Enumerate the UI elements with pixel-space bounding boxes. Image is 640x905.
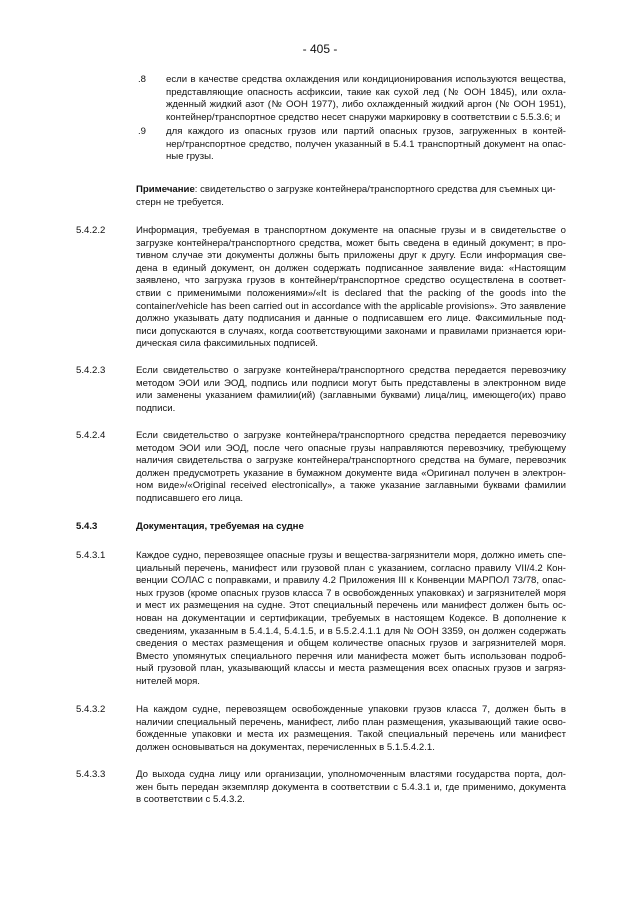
text-line: если в качестве средства охлаждения или кондиционирования используются вещества, xyxy=(166,74,566,85)
section-heading: Документация, требуемая на судне xyxy=(136,521,304,532)
text-line: подписи. xyxy=(136,402,176,414)
text-line: заявлено, что загрузка грузов в контейнер/транспортное средство осуществлена в соответ- xyxy=(136,275,566,287)
section-number: 5.4.3 xyxy=(76,521,98,532)
text-line: божденные упаковки и места их размещения. Такой специальный перечень или манифест xyxy=(136,729,566,741)
text-line: нителей моря. xyxy=(136,675,200,687)
text-line: ные грузы. xyxy=(166,151,214,163)
list-item-text xyxy=(166,126,566,164)
note-text: : свидетельство о загрузке контейнера/транспортного средства для съемных ци- xyxy=(194,184,556,195)
section-number: 5.4.3.3 xyxy=(76,769,106,780)
section-text xyxy=(136,365,566,415)
text-line: До выхода судна лицу или организации, уполномоченным властями государства порта, дол- xyxy=(136,769,566,780)
text-line: методом ЭОИ или ЭОД, после чего опасные грузы направляются перевозчику, требующему xyxy=(136,442,566,454)
note-label: Примечание xyxy=(136,184,195,195)
text-line: ном виде»/«Original received electronically», а также указание заглавными буквами фамилии xyxy=(136,480,566,492)
text-line: нер/транспортное средство, получен указанный в 5.4.1 транспортный документ на опас- xyxy=(166,138,566,150)
list-item-number: .8 xyxy=(138,74,147,85)
section-text xyxy=(136,430,566,506)
section-text xyxy=(136,225,566,351)
text-line: циальный перечень, манифест или грузовой план с указанием, согласно правилу VII/4.2 Кон- xyxy=(136,562,566,574)
list-item-number: .9 xyxy=(138,126,147,137)
text-line: должно указывать дату подписания и данные о подписавшем его лице. Факсимильные под- xyxy=(136,313,566,325)
text-line: в соответствии с 5.4.3.2. xyxy=(136,794,245,806)
text-line: Если свидетельство о загрузке контейнера/транспортного средства передается перевозчику xyxy=(136,430,566,441)
section-number: 5.4.3.2 xyxy=(76,704,106,715)
text-line: методом ЭОИ или ЭОД, подпись или подписи могут быть представлены в электронном виде xyxy=(136,377,566,389)
list-item-text xyxy=(166,74,566,124)
section-number: 5.4.2.3 xyxy=(76,365,106,376)
text-line: или заменены указанием фамилии(ий) (заглавными буквами) лица/лиц, имеющего(их) право xyxy=(136,390,566,402)
section-text xyxy=(136,769,566,807)
text-line: должен предусмотреть указание в бумажном документе вида «Оригинал получен в электрон- xyxy=(136,467,566,479)
text-line: container/vehicle has been carried out in accordance with the applicable provisions». Это заявление xyxy=(136,300,566,312)
text-line: ствии с применимыми положениями»/«It is declared that the packing of the goods into the xyxy=(136,287,566,299)
text-line: контейнер/транспортное средство несет снаружи маркировку в соответствии с 5.5.3.6; и xyxy=(166,111,561,123)
text-line: загрузке контейнера/транспортного средства, может быть сведена в единый документ; в про- xyxy=(136,237,566,249)
text-line: Информация, требуемая в транспортном документе на опасные грузы и в свидетельстве о xyxy=(136,225,566,236)
text-line: писи допускаются в случаях, когда соответствующими законами и правилами признается юри- xyxy=(136,325,566,337)
page-number: - 405 - xyxy=(302,42,338,56)
note xyxy=(136,184,566,209)
note-line xyxy=(136,184,566,197)
text-line: Вместо упомянутых специального перечня или манифеста может быть использован подроб- xyxy=(136,650,566,662)
text-line: Каждое судно, перевозящее опасные грузы и вещества-загрязнители моря, должно иметь спе- xyxy=(136,550,566,561)
section-text xyxy=(136,704,566,754)
section-number: 5.4.3.1 xyxy=(76,550,106,561)
text-line: жен быть передан экземпляр документа в соответствии с 5.4.3.1 и, где применимо, документа xyxy=(136,781,566,793)
section-number: 5.4.2.4 xyxy=(76,430,106,441)
text-line: наличии специальный перечень, манифест, либо план размещения, указывающий такие осво- xyxy=(136,716,566,728)
text-line: сведения о местах размещения и общем количестве опасных грузов и загрязнителей моря. xyxy=(136,638,566,650)
section-text xyxy=(136,550,566,689)
text-line: и мест их размещения на судне. Этот специальный перечень или манифест должен быть ос- xyxy=(136,600,566,612)
note-line: стерн не требуется. xyxy=(136,196,224,208)
text-line: Если свидетельство о загрузке контейнера/транспортного средства передается перевозчику xyxy=(136,365,566,376)
text-line: представляющие опасность асфиксии, такие как сухой лед (№ ООН 1845), или охла- xyxy=(166,86,566,98)
text-line: дена в единый документ, он должен содержать подписанное заявление вида: «Настоящим xyxy=(136,262,566,274)
text-line: тивном случае эти документы должны быть приложены друг к другу. Если информация све- xyxy=(136,250,566,262)
text-line: ных грузов (кроме опасных грузов класса 7 в освобожденных упаковках) и загрязнителей моря xyxy=(136,587,566,599)
text-line: ный грузовой план, указывающий классы и места размещения всех опасных грузов и загряз- xyxy=(136,663,566,675)
text-line: венции СОЛАС с поправками, и правилу 4.2 Приложения III к Конвенции МАРПОЛ 73/78, опас- xyxy=(136,575,566,587)
text-line: должен основываться на документах, перечисленных в 5.1.5.4.2.1. xyxy=(136,741,435,753)
section-number: 5.4.2.2 xyxy=(76,225,106,236)
text-line: подписавшего его лица. xyxy=(136,492,244,504)
text-line: нован на документации и сертификации, требуемых в настоящем Кодексе. В дополнение к xyxy=(136,612,566,624)
text-line: жденный жидкий азот (№ ООН 1977), либо охлажденный жидкий аргон (№ ООН 1951), xyxy=(166,99,566,111)
text-line: дическая сила факсимильных подписей. xyxy=(136,338,318,350)
text-line: наличия свидетельства о загрузке контейнера/транспортного средства на бумаге, перевозчик xyxy=(136,455,566,467)
text-line: сведениям, указанным в 5.4.1.4, 5.4.1.5, и в 5.5.2.4.1.1 для № ООН 3359, он должен содержать xyxy=(136,625,566,637)
text-line: На каждом судне, перевозящем освобожденные упаковки грузов класса 7, должен быть в xyxy=(136,704,566,715)
text-line: для каждого из опасных грузов или партий опасных грузов, загруженных в контей- xyxy=(166,126,566,137)
